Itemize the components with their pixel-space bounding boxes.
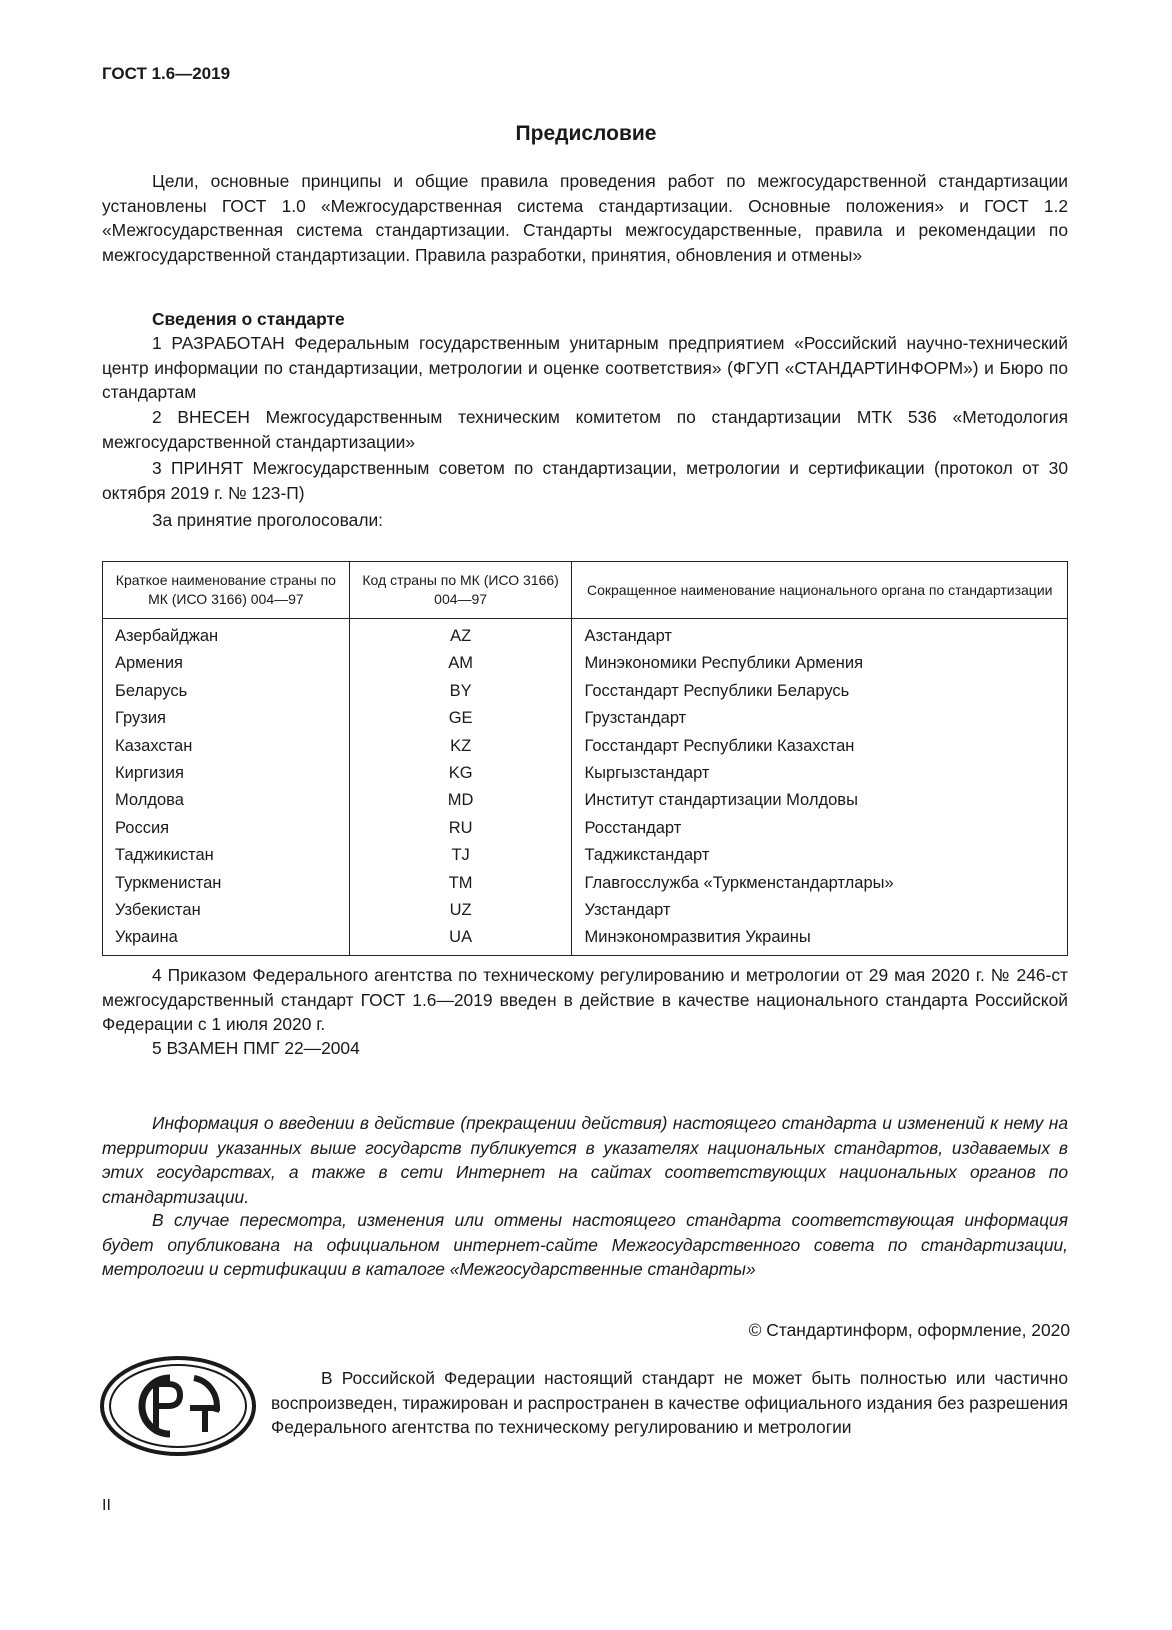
table-header-row: [103, 562, 1068, 619]
table-row: [103, 924, 1068, 955]
table-row: [103, 870, 1068, 897]
notice-paragraph-1: Информация о введении в действие (прекращении действия) настоящего стандарта и изменений к нему на территории указанных выше государств публикуется в указателях национальных стандартов, издаваемых в этих государствах, а также в сети Интернет на сайтах соответствующих национальных органов по стандартизации.: [102, 1113, 1068, 1207]
header-body: Сокращенное наименование национального органа по стандартизации: [572, 562, 1068, 619]
rst-certification-mark-icon: [98, 1354, 258, 1463]
code-cell: BY: [349, 678, 572, 705]
body-cell: Азстандарт: [572, 619, 1068, 651]
table-row: [103, 733, 1068, 760]
body-cell: Кыргызстандарт: [572, 760, 1068, 787]
body-cell: Госстандарт Республики Беларусь: [572, 678, 1068, 705]
item-3: 3 ПРИНЯТ Межгосударственным советом по стандартизации, метрологии и сертификации (протокол от 30 октября 2019 г. № 123-П): [102, 458, 1068, 503]
page-title: Предисловие: [515, 122, 657, 145]
copyright-notice: © Стандартинформ, оформление, 2020: [748, 1320, 1070, 1340]
doc-number: ГОСТ 1.6—2019: [102, 64, 231, 83]
code-cell: KG: [349, 760, 572, 787]
code-cell: UZ: [349, 897, 572, 924]
code-cell: AZ: [349, 619, 572, 651]
item-5: 5 ВЗАМЕН ПМГ 22—2004: [152, 1038, 360, 1058]
country-cell: Россия: [103, 815, 350, 842]
table-row: [103, 650, 1068, 677]
country-cell: Таджикистан: [103, 842, 350, 869]
body-cell: Росстандарт: [572, 815, 1068, 842]
voted-label: За принятие проголосовали:: [152, 510, 384, 530]
country-cell: Казахстан: [103, 733, 350, 760]
item-1: 1 РАЗРАБОТАН Федеральным государственным унитарным предприятием «Российский научно-технический центр информации по стандартизации, метрологии и оценке соответствия» (ФГУП «СТАНДАРТИНФОРМ») и Бюро по стандартам: [102, 333, 1068, 402]
code-cell: AM: [349, 650, 572, 677]
code-cell: KZ: [349, 733, 572, 760]
page-number: II: [102, 1497, 111, 1514]
table-row: [103, 897, 1068, 924]
item-4: 4 Приказом Федерального агентства по техническому регулированию и метрологии от 29 мая 2020 г. № 246-ст межгосударственный стандарт ГОСТ 1.6—2019 введен в действие в качестве национального стандарта Российской Федерации с 1 июля 2020 г.: [102, 965, 1068, 1034]
body-cell: Минэкономразвития Украины: [572, 924, 1068, 955]
country-cell: Киргизия: [103, 760, 350, 787]
header-code: Код страны по МК (ИСО 3166) 004—97: [349, 562, 572, 619]
rights-notice: В Российской Федерации настоящий стандарт не может быть полностью или частично воспроизведен, тиражирован и распространен в качестве официального издания без разрешения Федерального агентства по техническому регулированию и метрологии: [271, 1368, 1068, 1437]
body-cell: Минэкономики Республики Армения: [572, 650, 1068, 677]
code-cell: MD: [349, 787, 572, 814]
country-cell: Азербайджан: [103, 619, 350, 651]
country-cell: Грузия: [103, 705, 350, 732]
country-cell: Беларусь: [103, 678, 350, 705]
notice-paragraph-2: В случае пересмотра, изменения или отмены настоящего стандарта соответствующая информация будет опубликована на официальном интернет-сайте Межгосударственного совета по стандартизации, метрологии и сертификации в каталоге «Межгосударственные стандарты»: [102, 1210, 1068, 1279]
body-cell: Узстандарт: [572, 897, 1068, 924]
table-row: [103, 678, 1068, 705]
table-row: [103, 619, 1068, 651]
info-heading: Сведения о стандарте: [152, 309, 345, 329]
intro-paragraph: Цели, основные принципы и общие правила проведения работ по межгосударственной стандартизации установлены ГОСТ 1.0 «Межгосударственная система стандартизации. Основные положения» и ГОСТ 1.2 «Межгосударственная система стандартизации. Стандарты межгосударственные, правила и рекомендации по межгосударственной стандартизации. Правила разработки, принятия, обновления и отмены»: [102, 171, 1068, 265]
body-cell: Грузстандарт: [572, 705, 1068, 732]
code-cell: TJ: [349, 842, 572, 869]
body-cell: Таджикстандарт: [572, 842, 1068, 869]
table-row: [103, 760, 1068, 787]
code-cell: TM: [349, 870, 572, 897]
country-cell: Узбекистан: [103, 897, 350, 924]
table-row: [103, 787, 1068, 814]
table-row: [103, 842, 1068, 869]
item-2: 2 ВНЕСЕН Межгосударственным техническим комитетом по стандартизации МТК 536 «Методология межгосударственной стандартизации»: [102, 407, 1068, 452]
country-cell: Молдова: [103, 787, 350, 814]
country-cell: Туркменистан: [103, 870, 350, 897]
code-cell: UA: [349, 924, 572, 955]
code-cell: GE: [349, 705, 572, 732]
body-cell: Институт стандартизации Молдовы: [572, 787, 1068, 814]
voting-table: [102, 561, 1068, 956]
code-cell: RU: [349, 815, 572, 842]
country-cell: Украина: [103, 924, 350, 955]
table-row: [103, 815, 1068, 842]
country-cell: Армения: [103, 650, 350, 677]
table-row: [103, 705, 1068, 732]
header-country: Краткое наименование страны по МК (ИСО 3166) 004—97: [103, 562, 350, 619]
body-cell: Госстандарт Республики Казахстан: [572, 733, 1068, 760]
body-cell: Главгосслужба «Туркменстандартлары»: [572, 870, 1068, 897]
